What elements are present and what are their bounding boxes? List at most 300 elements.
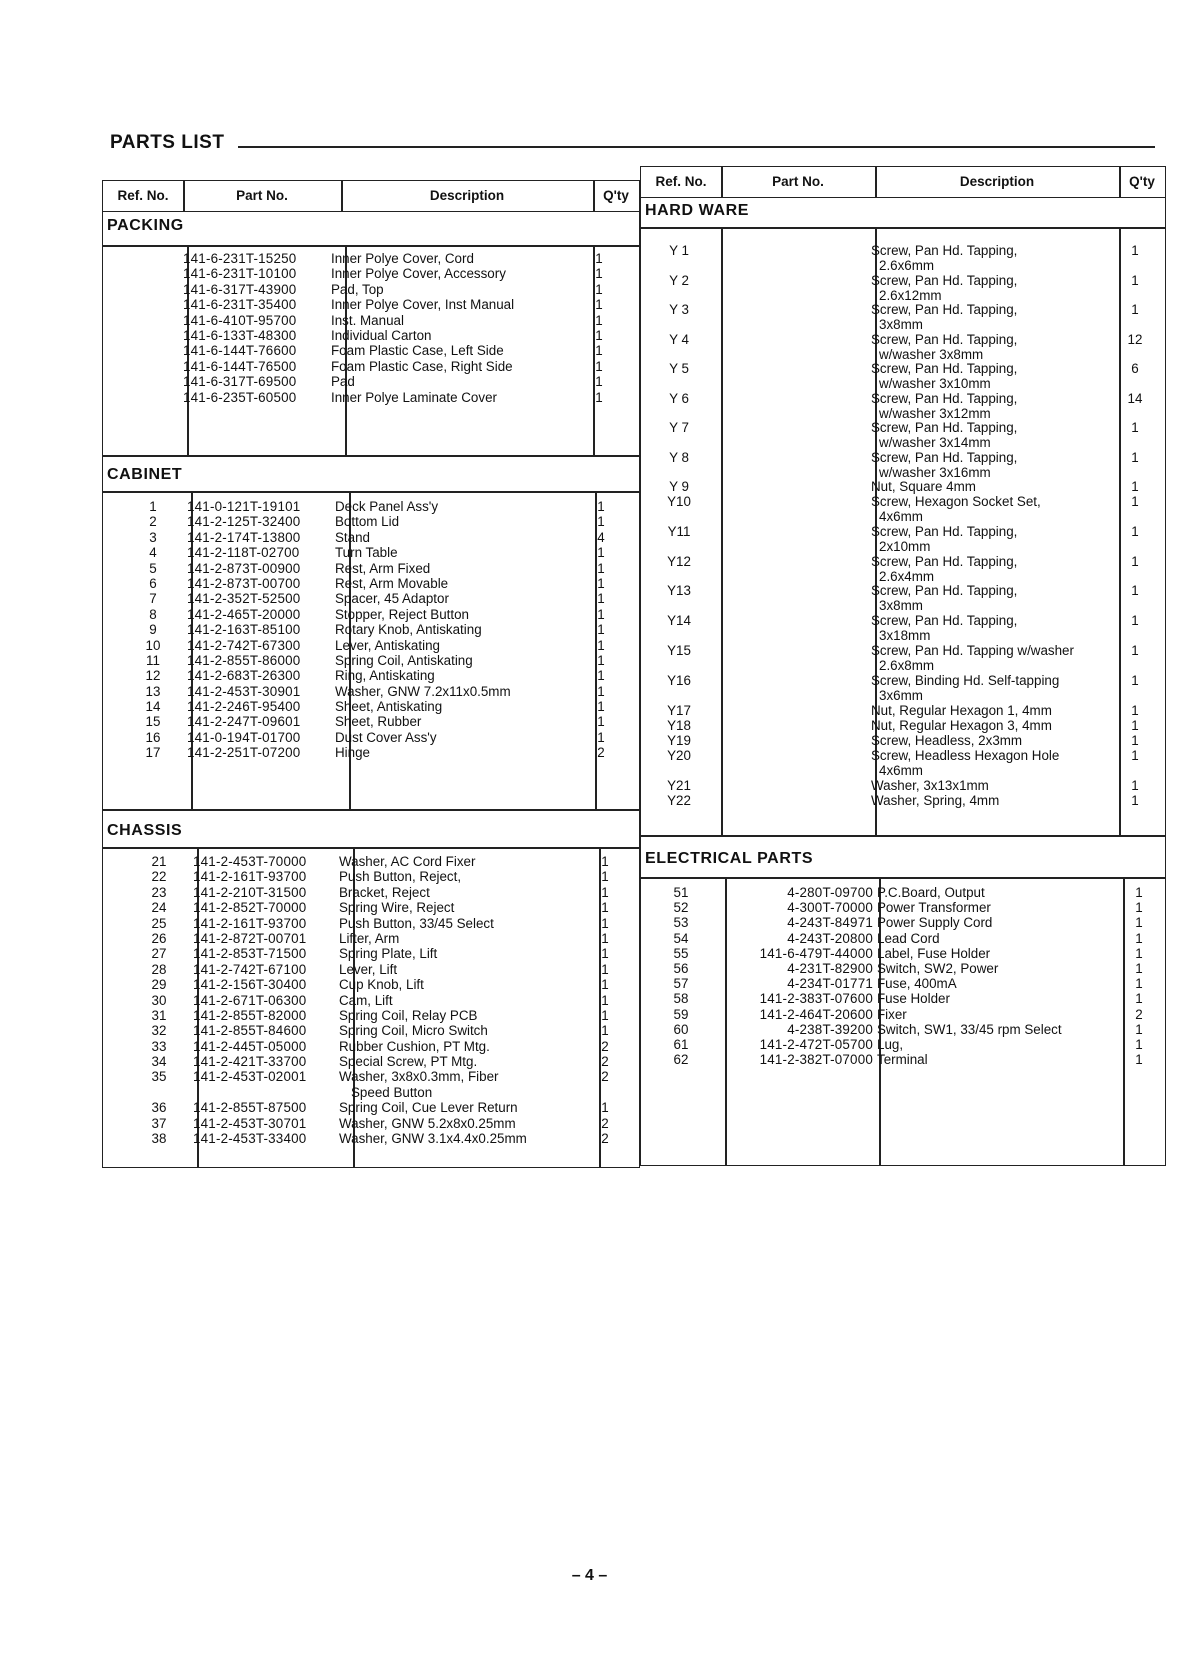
quantity: 1 <box>1131 702 1139 718</box>
quantity: 1 <box>597 591 605 607</box>
ref-no: 26 <box>151 930 167 946</box>
description-continued: 3x6mm <box>879 687 923 703</box>
ref-no: Y 8 <box>669 449 689 465</box>
description-continued: 2.6x8mm <box>879 657 935 673</box>
description: Fuse, 400mA <box>877 976 957 992</box>
description: Pad <box>331 374 355 390</box>
ref-no: 51 <box>673 885 689 900</box>
ref-no: Y17 <box>667 702 691 718</box>
table-row <box>103 869 639 884</box>
table-row <box>103 916 639 931</box>
description: Spacer, 45 Adaptor <box>335 591 449 607</box>
description: Screw, Pan Hd. Tapping, <box>871 523 1018 539</box>
description: Switch, SW2, Power <box>877 960 999 976</box>
description: Spring Wire, Reject <box>339 900 455 916</box>
part-no: 141-2-671T-06300 <box>193 992 307 1008</box>
page-number: – 4 – <box>571 1567 608 1584</box>
quantity: 2 <box>601 1054 609 1070</box>
part-no: 141-2-161T-93700 <box>193 915 307 931</box>
quantity: 1 <box>1131 613 1139 629</box>
part-no: 141-2-873T-00900 <box>187 560 301 576</box>
description: Switch, SW1, 33/45 rpm Select <box>877 1021 1062 1037</box>
table-row <box>103 374 639 389</box>
description: Rest, Arm Movable <box>335 575 449 591</box>
ref-no: 22 <box>151 869 167 885</box>
ref-no: 33 <box>151 1038 167 1054</box>
ref-no: 12 <box>145 668 161 684</box>
part-no: 141-6-231T-35400 <box>183 297 297 313</box>
quantity: 1 <box>601 1023 609 1039</box>
table-row <box>641 391 1165 421</box>
part-no: 141-2-163T-85100 <box>187 622 301 638</box>
header-divider <box>721 167 723 197</box>
table-row <box>103 1131 639 1146</box>
description: Bottom Lid <box>335 514 400 530</box>
quantity: 6 <box>1131 361 1139 376</box>
description: Stand <box>335 529 370 545</box>
table-row <box>641 420 1165 450</box>
quantity: 1 <box>597 683 605 699</box>
quantity: 1 <box>601 884 609 900</box>
part-no: 141-2-855T-86000 <box>187 652 301 668</box>
table-row <box>103 1023 639 1038</box>
quantity: 2 <box>601 1069 609 1085</box>
col-header-qty: Q'ty <box>1129 174 1155 190</box>
ref-no: Y 6 <box>669 390 689 406</box>
quantity: 1 <box>597 499 605 514</box>
description: Cup Knob, Lift <box>339 977 424 993</box>
table-row <box>103 282 639 297</box>
quantity: 2 <box>601 1115 609 1131</box>
description: Label, Fuse Holder <box>877 945 991 961</box>
table-row <box>641 718 1165 733</box>
table-row <box>641 1022 1165 1037</box>
description: Special Screw, PT Mtg. <box>339 1054 478 1070</box>
section-rule <box>641 877 1165 879</box>
description: Hinge <box>335 745 370 761</box>
description: Deck Panel Ass'y <box>335 499 439 514</box>
ref-no: Y16 <box>667 672 691 688</box>
table-row <box>103 514 639 529</box>
description: Washer, GNW 7.2x11x0.5mm <box>335 683 511 699</box>
part-no: 141-6-410T-95700 <box>183 312 297 328</box>
part-no: 141-2-472T-05700 <box>759 1036 873 1052</box>
description: Screw, Pan Hd. Tapping w/washer <box>871 642 1074 658</box>
description: Cam, Lift <box>339 992 393 1008</box>
description: Screw, Pan Hd. Tapping, <box>871 420 1018 435</box>
description-continued: 3x8mm <box>879 317 923 332</box>
table-row <box>103 1039 639 1054</box>
quantity: 1 <box>1131 747 1139 763</box>
quantity: 1 <box>601 946 609 962</box>
table-row <box>103 699 639 714</box>
description: Screw, Pan Hd. Tapping, <box>871 449 1018 465</box>
table-row <box>641 915 1165 930</box>
part-no: 141-2-161T-93700 <box>193 869 307 885</box>
quantity: 1 <box>601 900 609 916</box>
ref-no: Y 2 <box>669 272 689 288</box>
description-continued: w/washer 3x10mm <box>879 376 991 391</box>
part-no: 141-0-194T-01700 <box>187 729 301 745</box>
quantity: 1 <box>597 514 605 530</box>
title-rule <box>238 146 1155 148</box>
description: Stopper, Reject Button <box>335 606 469 622</box>
quantity: 1 <box>1131 777 1139 793</box>
part-no: 141-2-855T-84600 <box>193 1023 307 1039</box>
table-row <box>103 653 639 668</box>
description-continued: Speed Button <box>351 1084 433 1100</box>
description: Turn Table <box>335 545 398 561</box>
table-row <box>103 1054 639 1069</box>
section-rule <box>641 835 1165 837</box>
quantity: 1 <box>1135 885 1143 900</box>
description: Spring Coil, Cue Lever Return <box>339 1100 518 1116</box>
quantity: 1 <box>1135 991 1143 1007</box>
part-no: 141-2-210T-31500 <box>193 884 307 900</box>
ref-no: 32 <box>151 1023 167 1039</box>
ref-no: 4 <box>149 545 157 561</box>
table-row <box>103 561 639 576</box>
table-row <box>641 1052 1165 1067</box>
section-title-hardware: HARD WARE <box>645 202 750 219</box>
quantity: 1 <box>595 327 603 343</box>
ref-no: Y20 <box>667 747 691 763</box>
quantity: 1 <box>597 560 605 576</box>
ref-no: Y14 <box>667 613 691 629</box>
description: Screw, Pan Hd. Tapping, <box>871 583 1018 599</box>
ref-no: 55 <box>673 945 689 961</box>
description: Inner Polye Cover, Cord <box>331 251 474 266</box>
quantity: 1 <box>1131 553 1139 569</box>
table-row <box>641 733 1165 748</box>
ref-no: 34 <box>151 1054 167 1070</box>
part-no: 141-6-231T-15250 <box>183 251 297 266</box>
table-row <box>103 946 639 961</box>
description: Washer, GNW 5.2x8x0.25mm <box>339 1115 516 1131</box>
description: Nut, Regular Hexagon 1, 4mm <box>871 702 1052 718</box>
table-row <box>103 313 639 328</box>
description: Lifter, Arm <box>339 930 400 946</box>
description: Screw, Pan Hd. Tapping, <box>871 613 1018 629</box>
part-no: 141-2-872T-00701 <box>193 930 307 946</box>
description: Fixer <box>877 1006 907 1022</box>
table-row <box>641 900 1165 915</box>
table-row <box>641 1007 1165 1022</box>
description: Power Supply Cord <box>877 915 993 931</box>
quantity: 1 <box>595 297 603 313</box>
table-row <box>103 297 639 312</box>
description: Lever, Antiskating <box>335 637 440 653</box>
quantity: 1 <box>1131 642 1139 658</box>
description: Screw, Pan Hd. Tapping, <box>871 553 1018 569</box>
electrical-rows <box>641 885 1165 1067</box>
table-row <box>103 668 639 683</box>
table-row <box>103 622 639 637</box>
description-continued: 2x10mm <box>879 538 931 554</box>
parts-table-right <box>640 166 1166 1166</box>
table-row <box>103 931 639 946</box>
description: Screw, Binding Hd. Self-tapping <box>871 672 1060 688</box>
table-row <box>103 359 639 374</box>
table-row <box>641 991 1165 1006</box>
ref-no: Y13 <box>667 583 691 599</box>
part-no: 141-2-855T-82000 <box>193 1007 307 1023</box>
quantity: 1 <box>1131 732 1139 748</box>
table-row <box>641 361 1165 391</box>
table-row <box>103 854 639 869</box>
ref-no: Y 7 <box>669 420 689 435</box>
section-rule <box>103 847 639 849</box>
ref-no: Y15 <box>667 642 691 658</box>
table-row <box>103 993 639 1008</box>
part-no: 141-2-853T-71500 <box>193 946 307 962</box>
table-row <box>641 976 1165 991</box>
description: Screw, Pan Hd. Tapping, <box>871 390 1018 406</box>
quantity: 1 <box>1131 420 1139 435</box>
ref-no: 53 <box>673 915 689 931</box>
part-no: 141-6-144T-76600 <box>183 343 297 359</box>
table-row <box>103 591 639 606</box>
ref-no: 9 <box>149 622 157 638</box>
description: Screw, Pan Hd. Tapping, <box>871 272 1018 288</box>
table-row <box>641 931 1165 946</box>
quantity: 2 <box>601 1038 609 1054</box>
ref-no: 6 <box>149 575 157 591</box>
ref-no: Y22 <box>667 792 691 808</box>
header-divider <box>593 181 595 211</box>
part-no: 141-6-133T-48300 <box>183 327 297 343</box>
quantity: 1 <box>597 668 605 684</box>
quantity: 1 <box>597 714 605 730</box>
table-row <box>641 554 1165 584</box>
col-header-ref: Ref. No. <box>117 188 169 204</box>
quantity: 1 <box>597 652 605 668</box>
ref-no: 11 <box>146 652 160 668</box>
table-row <box>103 530 639 545</box>
quantity: 1 <box>601 930 609 946</box>
part-no: 4-243T-20800 <box>787 930 873 946</box>
description: Washer, AC Cord Fixer <box>339 854 476 869</box>
table-row <box>103 576 639 591</box>
table-row <box>641 273 1165 303</box>
description: Fuse Holder <box>877 991 950 1007</box>
section-title-electrical: ELECTRICAL PARTS <box>645 850 814 867</box>
ref-no: 5 <box>149 560 157 576</box>
table-row <box>641 946 1165 961</box>
quantity: 1 <box>1131 494 1139 509</box>
part-no: 141-2-156T-30400 <box>193 977 307 993</box>
description: Spring Plate, Lift <box>339 946 438 962</box>
table-row <box>103 638 639 653</box>
quantity: 1 <box>595 266 603 282</box>
table-header <box>641 167 1165 198</box>
packing-rows <box>103 251 639 405</box>
table-row <box>641 885 1165 900</box>
part-no: 141-2-118T-02700 <box>187 545 300 561</box>
table-row <box>103 730 639 745</box>
description-continued: 4x6mm <box>879 762 923 778</box>
quantity: 1 <box>1131 272 1139 288</box>
quantity: 1 <box>1135 945 1143 961</box>
ref-no: 31 <box>151 1007 167 1023</box>
quantity: 1 <box>597 637 605 653</box>
part-no: 141-0-121T-19101 <box>187 499 301 514</box>
col-header-desc: Description <box>959 174 1035 190</box>
header-divider <box>183 181 185 211</box>
quantity: 1 <box>595 281 603 297</box>
col-header-desc: Description <box>429 188 505 204</box>
part-no: 4-243T-84971 <box>787 915 873 931</box>
table-row <box>103 1116 639 1131</box>
quantity: 1 <box>1131 583 1139 599</box>
quantity: 1 <box>1135 960 1143 976</box>
quantity: 1 <box>597 575 605 591</box>
quantity: 1 <box>1131 479 1139 494</box>
description-continued: w/washer 3x16mm <box>879 464 991 480</box>
col-header-part: Part No. <box>772 174 824 190</box>
quantity: 1 <box>595 389 603 405</box>
part-no: 141-6-317T-43900 <box>183 281 297 297</box>
ref-no: 3 <box>149 529 157 545</box>
description-continued: 2.6x12mm <box>879 287 942 303</box>
quantity: 4 <box>597 529 605 545</box>
quantity: 1 <box>595 343 603 359</box>
description: Rest, Arm Fixed <box>335 560 431 576</box>
ref-no: 59 <box>673 1006 689 1022</box>
ref-no: 28 <box>151 961 167 977</box>
part-no: 141-6-479T-44000 <box>759 945 873 961</box>
ref-no: Y 5 <box>669 361 689 376</box>
section-rule <box>103 455 639 457</box>
part-no: 4-238T-39200 <box>787 1021 873 1037</box>
part-no: 141-2-246T-95400 <box>187 699 301 715</box>
col-header-ref: Ref. No. <box>655 174 707 190</box>
description: Push Button, Reject, <box>339 869 462 885</box>
hardware-rows <box>641 243 1165 808</box>
description: Rubber Cushion, PT Mtg. <box>339 1038 490 1054</box>
table-row <box>641 703 1165 718</box>
quantity: 1 <box>1135 915 1143 931</box>
table-row <box>641 450 1165 480</box>
ref-no: Y18 <box>667 717 691 733</box>
description-continued: 2.6x6mm <box>879 258 935 273</box>
quantity: 1 <box>1135 900 1143 916</box>
ref-no: 57 <box>673 976 689 992</box>
description: Spring Coil, Micro Switch <box>339 1023 488 1039</box>
ref-no: Y11 <box>667 523 691 539</box>
quantity: 12 <box>1127 331 1143 347</box>
description: Screw, Pan Hd. Tapping, <box>871 361 1018 376</box>
table-row <box>641 243 1165 273</box>
ref-no: 8 <box>149 606 157 622</box>
col-header-part: Part No. <box>236 188 288 204</box>
ref-no: Y 3 <box>669 302 689 317</box>
description: Nut, Regular Hexagon 3, 4mm <box>871 717 1052 733</box>
header-divider <box>341 181 343 211</box>
description: Screw, Pan Hd. Tapping, <box>871 331 1018 347</box>
quantity: 1 <box>1131 449 1139 465</box>
quantity: 1 <box>1135 930 1143 946</box>
quantity: 1 <box>597 545 605 561</box>
ref-no: 2 <box>149 514 157 530</box>
quantity: 1 <box>595 374 603 390</box>
quantity: 1 <box>601 961 609 977</box>
description: Push Button, 33/45 Select <box>339 915 494 931</box>
description: Power Transformer <box>877 900 991 916</box>
part-no: 141-6-235T-60500 <box>183 389 297 405</box>
description-continued: 3x18mm <box>879 628 931 644</box>
quantity: 1 <box>1135 1021 1143 1037</box>
ref-no: 25 <box>151 915 167 931</box>
description: Washer, 3x8x0.3mm, Fiber <box>339 1069 499 1085</box>
part-no: 141-2-742T-67300 <box>187 637 301 653</box>
part-no: 141-2-383T-07600 <box>759 991 873 1007</box>
ref-no: 38 <box>151 1131 167 1147</box>
part-no: 141-2-445T-05000 <box>193 1038 307 1054</box>
quantity: 1 <box>601 869 609 885</box>
section-title-packing: PACKING <box>107 217 184 234</box>
description: Screw, Pan Hd. Tapping, <box>871 243 1018 258</box>
quantity: 1 <box>601 1100 609 1116</box>
part-no: 141-2-352T-52500 <box>187 591 301 607</box>
description: Inner Polye Laminate Cover <box>331 389 497 405</box>
ref-no: 37 <box>151 1115 167 1131</box>
quantity: 14 <box>1127 390 1143 406</box>
quantity: 2 <box>601 1131 609 1147</box>
table-row <box>103 390 639 405</box>
description: Nut, Square 4mm <box>871 479 976 494</box>
section-rule <box>103 245 639 247</box>
part-no: 141-2-125T-32400 <box>187 514 301 530</box>
table-row <box>641 673 1165 703</box>
description: Lug, <box>877 1036 904 1052</box>
quantity: 1 <box>597 729 605 745</box>
ref-no: Y 9 <box>669 479 689 494</box>
description: Spring Coil, Relay PCB <box>339 1007 478 1023</box>
ref-no: 24 <box>151 900 167 916</box>
quantity: 2 <box>597 745 605 761</box>
table-row <box>103 1069 639 1100</box>
part-no: 141-2-742T-67100 <box>193 961 307 977</box>
table-row <box>641 961 1165 976</box>
table-row <box>641 1037 1165 1052</box>
quantity: 1 <box>1131 302 1139 317</box>
ref-no: 7 <box>149 591 157 607</box>
table-row <box>103 1100 639 1115</box>
description-continued: 3x8mm <box>879 598 923 614</box>
ref-no: 10 <box>145 637 161 653</box>
ref-no: 14 <box>145 699 161 715</box>
ref-no: 56 <box>673 960 689 976</box>
ref-no: 61 <box>673 1036 689 1052</box>
part-no: 141-2-453T-02001 <box>193 1069 307 1085</box>
quantity: 1 <box>597 622 605 638</box>
part-no: 141-2-247T-09601 <box>187 714 301 730</box>
ref-no: Y12 <box>667 553 691 569</box>
table-row <box>641 332 1165 362</box>
description: Washer, Spring, 4mm <box>871 792 1000 808</box>
description: Inner Polye Cover, Inst Manual <box>331 297 515 313</box>
description: Spring Coil, Antiskating <box>335 652 473 668</box>
quantity: 1 <box>595 312 603 328</box>
description: Rotary Knob, Antiskating <box>335 622 482 638</box>
table-row <box>641 643 1165 673</box>
table-row <box>103 545 639 560</box>
ref-no: 35 <box>151 1069 167 1085</box>
table-row <box>641 793 1165 808</box>
ref-no: 30 <box>151 992 167 1008</box>
part-no: 141-2-453T-70000 <box>193 854 307 869</box>
